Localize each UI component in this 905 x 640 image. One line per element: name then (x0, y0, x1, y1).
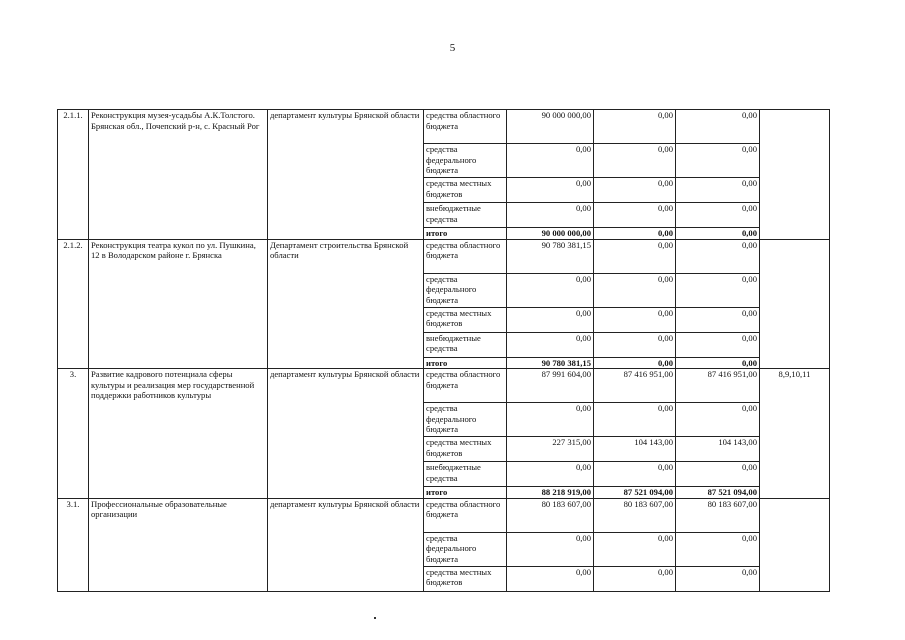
funding-source-cell: итого (424, 228, 507, 240)
amount-year1-cell: 0,00 (507, 332, 594, 357)
funding-source-cell: внебюджетные средства (424, 203, 507, 228)
amount-year1-cell: 90 780 381,15 (507, 357, 594, 369)
funding-source-cell: внебюджетные средства (424, 332, 507, 357)
amount-year1-cell: 0,00 (507, 462, 594, 487)
amount-year2-cell: 0,00 (594, 532, 676, 566)
amount-year3-cell: 104 143,00 (676, 437, 760, 462)
funding-source-cell: средства областного бюджета (424, 369, 507, 403)
amount-year1-cell: 87 991 604,00 (507, 369, 594, 403)
amount-year3-cell: 0,00 (676, 239, 760, 273)
amount-year1-cell: 0,00 (507, 178, 594, 203)
executor-cell: департамент культуры Брянской области (268, 369, 424, 499)
amount-year2-cell: 0,00 (594, 228, 676, 240)
amount-year2-cell: 87 521 094,00 (594, 487, 676, 499)
amount-year3-cell: 0,00 (676, 357, 760, 369)
amount-year1-cell: 0,00 (507, 203, 594, 228)
amount-year1-cell: 0,00 (507, 273, 594, 307)
funding-source-cell: средства областного бюджета (424, 498, 507, 532)
funding-source-cell: средства местных бюджетов (424, 566, 507, 591)
amount-year2-cell: 0,00 (594, 332, 676, 357)
amount-year2-cell: 0,00 (594, 144, 676, 178)
funding-source-cell: итого (424, 487, 507, 499)
amount-year3-cell: 87 416 951,00 (676, 369, 760, 403)
item-number-cell: 2.1.2. (58, 239, 89, 369)
amount-year2-cell: 87 416 951,00 (594, 369, 676, 403)
table-row (58, 498, 830, 532)
item-number-cell: 2.1.1. (58, 110, 89, 240)
item-name-cell: Реконструкция театра кукол по ул. Пушкина, 12 в Володарском районе г. Брянска (89, 239, 268, 369)
amount-year3-cell: 87 521 094,00 (676, 487, 760, 499)
amount-year3-cell: 0,00 (676, 566, 760, 591)
funding-source-cell: средства местных бюджетов (424, 307, 507, 332)
amount-year1-cell: 90 780 381,15 (507, 239, 594, 273)
funding-source-cell: средства местных бюджетов (424, 178, 507, 203)
amount-year1-cell: 0,00 (507, 144, 594, 178)
amount-year2-cell: 0,00 (594, 462, 676, 487)
amount-year1-cell: 0,00 (507, 307, 594, 332)
budget-table (57, 109, 830, 592)
amount-year3-cell: 0,00 (676, 332, 760, 357)
amount-year1-cell: 0,00 (507, 403, 594, 437)
table-row (58, 369, 830, 403)
funding-source-cell: средства федерального бюджета (424, 144, 507, 178)
amount-year2-cell: 0,00 (594, 203, 676, 228)
amount-year3-cell: 0,00 (676, 144, 760, 178)
amount-year1-cell: 227 315,00 (507, 437, 594, 462)
funding-source-cell: средства федерального бюджета (424, 532, 507, 566)
funding-source-cell: средства федерального бюджета (424, 273, 507, 307)
funding-source-cell: средства областного бюджета (424, 239, 507, 273)
budget-table-body (58, 110, 830, 592)
funding-source-cell: средства областного бюджета (424, 110, 507, 144)
indicators-cell (760, 498, 830, 591)
table-row (58, 110, 830, 144)
amount-year2-cell: 0,00 (594, 110, 676, 144)
amount-year3-cell: 0,00 (676, 110, 760, 144)
funding-source-cell: средства местных бюджетов (424, 437, 507, 462)
amount-year2-cell: 0,00 (594, 357, 676, 369)
amount-year2-cell: 104 143,00 (594, 437, 676, 462)
executor-cell: Департамент строительства Брянской области (268, 239, 424, 369)
amount-year2-cell: 0,00 (594, 178, 676, 203)
indicators-cell (760, 239, 830, 369)
amount-year2-cell: 0,00 (594, 239, 676, 273)
amount-year1-cell: 0,00 (507, 532, 594, 566)
page-number: 5 (449, 42, 456, 54)
executor-cell: департамент культуры Брянской области (268, 498, 424, 591)
item-number-cell: 3. (58, 369, 89, 499)
amount-year3-cell: 80 183 607,00 (676, 498, 760, 532)
amount-year2-cell: 0,00 (594, 566, 676, 591)
amount-year1-cell: 90 000 000,00 (507, 228, 594, 240)
amount-year3-cell: 0,00 (676, 203, 760, 228)
funding-source-cell: внебюджетные средства (424, 462, 507, 487)
amount-year1-cell: 0,00 (507, 566, 594, 591)
amount-year3-cell: 0,00 (676, 228, 760, 240)
amount-year3-cell: 0,00 (676, 307, 760, 332)
amount-year1-cell: 88 218 919,00 (507, 487, 594, 499)
amount-year3-cell: 0,00 (676, 462, 760, 487)
indicators-cell (760, 110, 830, 240)
funding-source-cell: итого (424, 357, 507, 369)
amount-year2-cell: 80 183 607,00 (594, 498, 676, 532)
amount-year3-cell: 0,00 (676, 273, 760, 307)
item-name-cell: Реконструкция музея-усадьбы А.К.Толстого. Брянская обл., Почепский р-н, с. Красный Рог (89, 110, 268, 240)
amount-year1-cell: 90 000 000,00 (507, 110, 594, 144)
scan-mark (374, 617, 376, 619)
item-name-cell: Развитие кадрового потенциала сферы культуры и реализация мер государственной поддержки работников культуры (89, 369, 268, 499)
amount-year3-cell: 0,00 (676, 178, 760, 203)
amount-year2-cell: 0,00 (594, 307, 676, 332)
executor-cell: департамент культуры Брянской области (268, 110, 424, 240)
indicators-cell: 8,9,10,11 (760, 369, 830, 499)
amount-year3-cell: 0,00 (676, 403, 760, 437)
amount-year2-cell: 0,00 (594, 403, 676, 437)
amount-year2-cell: 0,00 (594, 273, 676, 307)
table-row (58, 239, 830, 273)
funding-source-cell: средства федерального бюджета (424, 403, 507, 437)
item-number-cell: 3.1. (58, 498, 89, 591)
item-name-cell: Профессиональные образовательные организации (89, 498, 268, 591)
amount-year3-cell: 0,00 (676, 532, 760, 566)
amount-year1-cell: 80 183 607,00 (507, 498, 594, 532)
